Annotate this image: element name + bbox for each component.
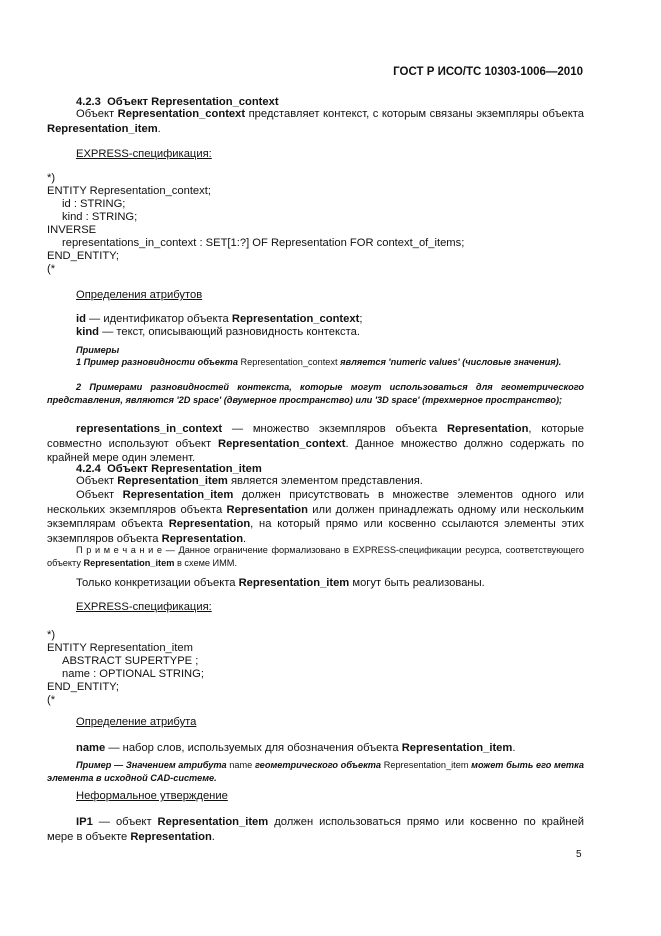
representations-in-context-definition: representations_in_context — множество экземпляров объекта Representation, которые совместно используют объект Representation_context. Данное множество должно содержать по крайней мере один элемент. [47,423,584,465]
code-line: INVERSE [47,224,97,236]
instantiation-statement: Только конкретизации объекта Representation_item могут быть реализованы. [76,577,485,589]
section-title: Объект Representation_context [107,96,279,108]
code-line: END_ENTITY; [47,681,120,693]
code-line: ABSTRACT SUPERTYPE ; [62,655,199,667]
code-line: ENTITY Representation_context; [47,185,211,197]
section-4-2-4-paragraph-1: Объект Representation_item является элементом представления. [76,475,423,487]
code-line: representations_in_context : SET[1:?] OF Representation FOR context_of_items; [62,237,465,249]
section-title: Объект Representation_item [107,463,262,475]
express-spec-label-2: EXPRESS-спецификация: [76,601,212,613]
code-line: kind : STRING; [62,211,138,223]
informal-proposition-label: Неформальное утверждение [76,790,228,802]
page-number: 5 [576,849,582,860]
attribute-kind-definition: kind — текст, описывающий разновидность контекста. [76,326,360,338]
code-line: END_ENTITY; [47,250,120,262]
code-line: ENTITY Representation_item [47,642,193,654]
example-2: 2 Примерами разновидностей контекста, которые могут использоваться для геометрического представления, являются '2D space' (двумерное пространство) или '3D space' (трехмерное пространство); [47,382,584,405]
attribute-name-definition: name — набор слов, используемых для обозначения объекта Representation_item. [76,742,516,754]
section-4-2-4-paragraph-2: Объект Representation_item должен присутствовать в множестве элементов одного или нескольких экземпляров объекта Representation или должен принадлежать одному или нескольким экземплярам объекта Representation, на который прямо или косвенно ссылаются элементы этих экземпляров объекта Representation. [47,489,584,545]
attribute-id-definition: id — идентификатор объекта Representation_context; [76,313,363,325]
code-line: (* [47,263,56,275]
example-1: 1 Пример разновидности объекта Representation_context является 'numeric values' (числовые значения). [76,357,562,367]
attribute-definition-label: Определение атрибута [76,716,197,728]
examples-label: Примеры [76,345,120,355]
code-line: *) [47,629,56,641]
informal-proposition-ip1: IP1 — объект Representation_item должен использоваться прямо или косвенно по крайней мере в объекте Representation. [47,816,584,843]
example-name-attribute: Пример — Значением атрибута name геометрического объекта Representation_item может быть его метка элемента в исходной CAD-системе. [47,760,584,783]
attribute-definitions-label: Определения атрибутов [76,289,203,301]
code-line: name : OPTIONAL STRING; [62,668,204,680]
section-number: 4.2.4 [76,463,101,475]
standard-header: ГОСТ Р ИСО/ТС 10303-1006—2010 [393,66,583,78]
code-line: id : STRING; [62,198,126,210]
code-line: *) [47,172,56,184]
note: П р и м е ч а н и е — Данное ограничение формализовано в EXPRESS-спецификации ресурса, соответствующего объекту Representation_item в схеме ИММ. [47,545,584,568]
express-spec-label-1: EXPRESS-спецификация: [76,148,212,160]
section-4-2-3-paragraph: Объект Representation_context представляет контекст, с которым связаны экземпляры объекта Representation_item. [47,108,584,135]
code-line: (* [47,694,56,706]
section-number: 4.2.3 [76,96,101,108]
